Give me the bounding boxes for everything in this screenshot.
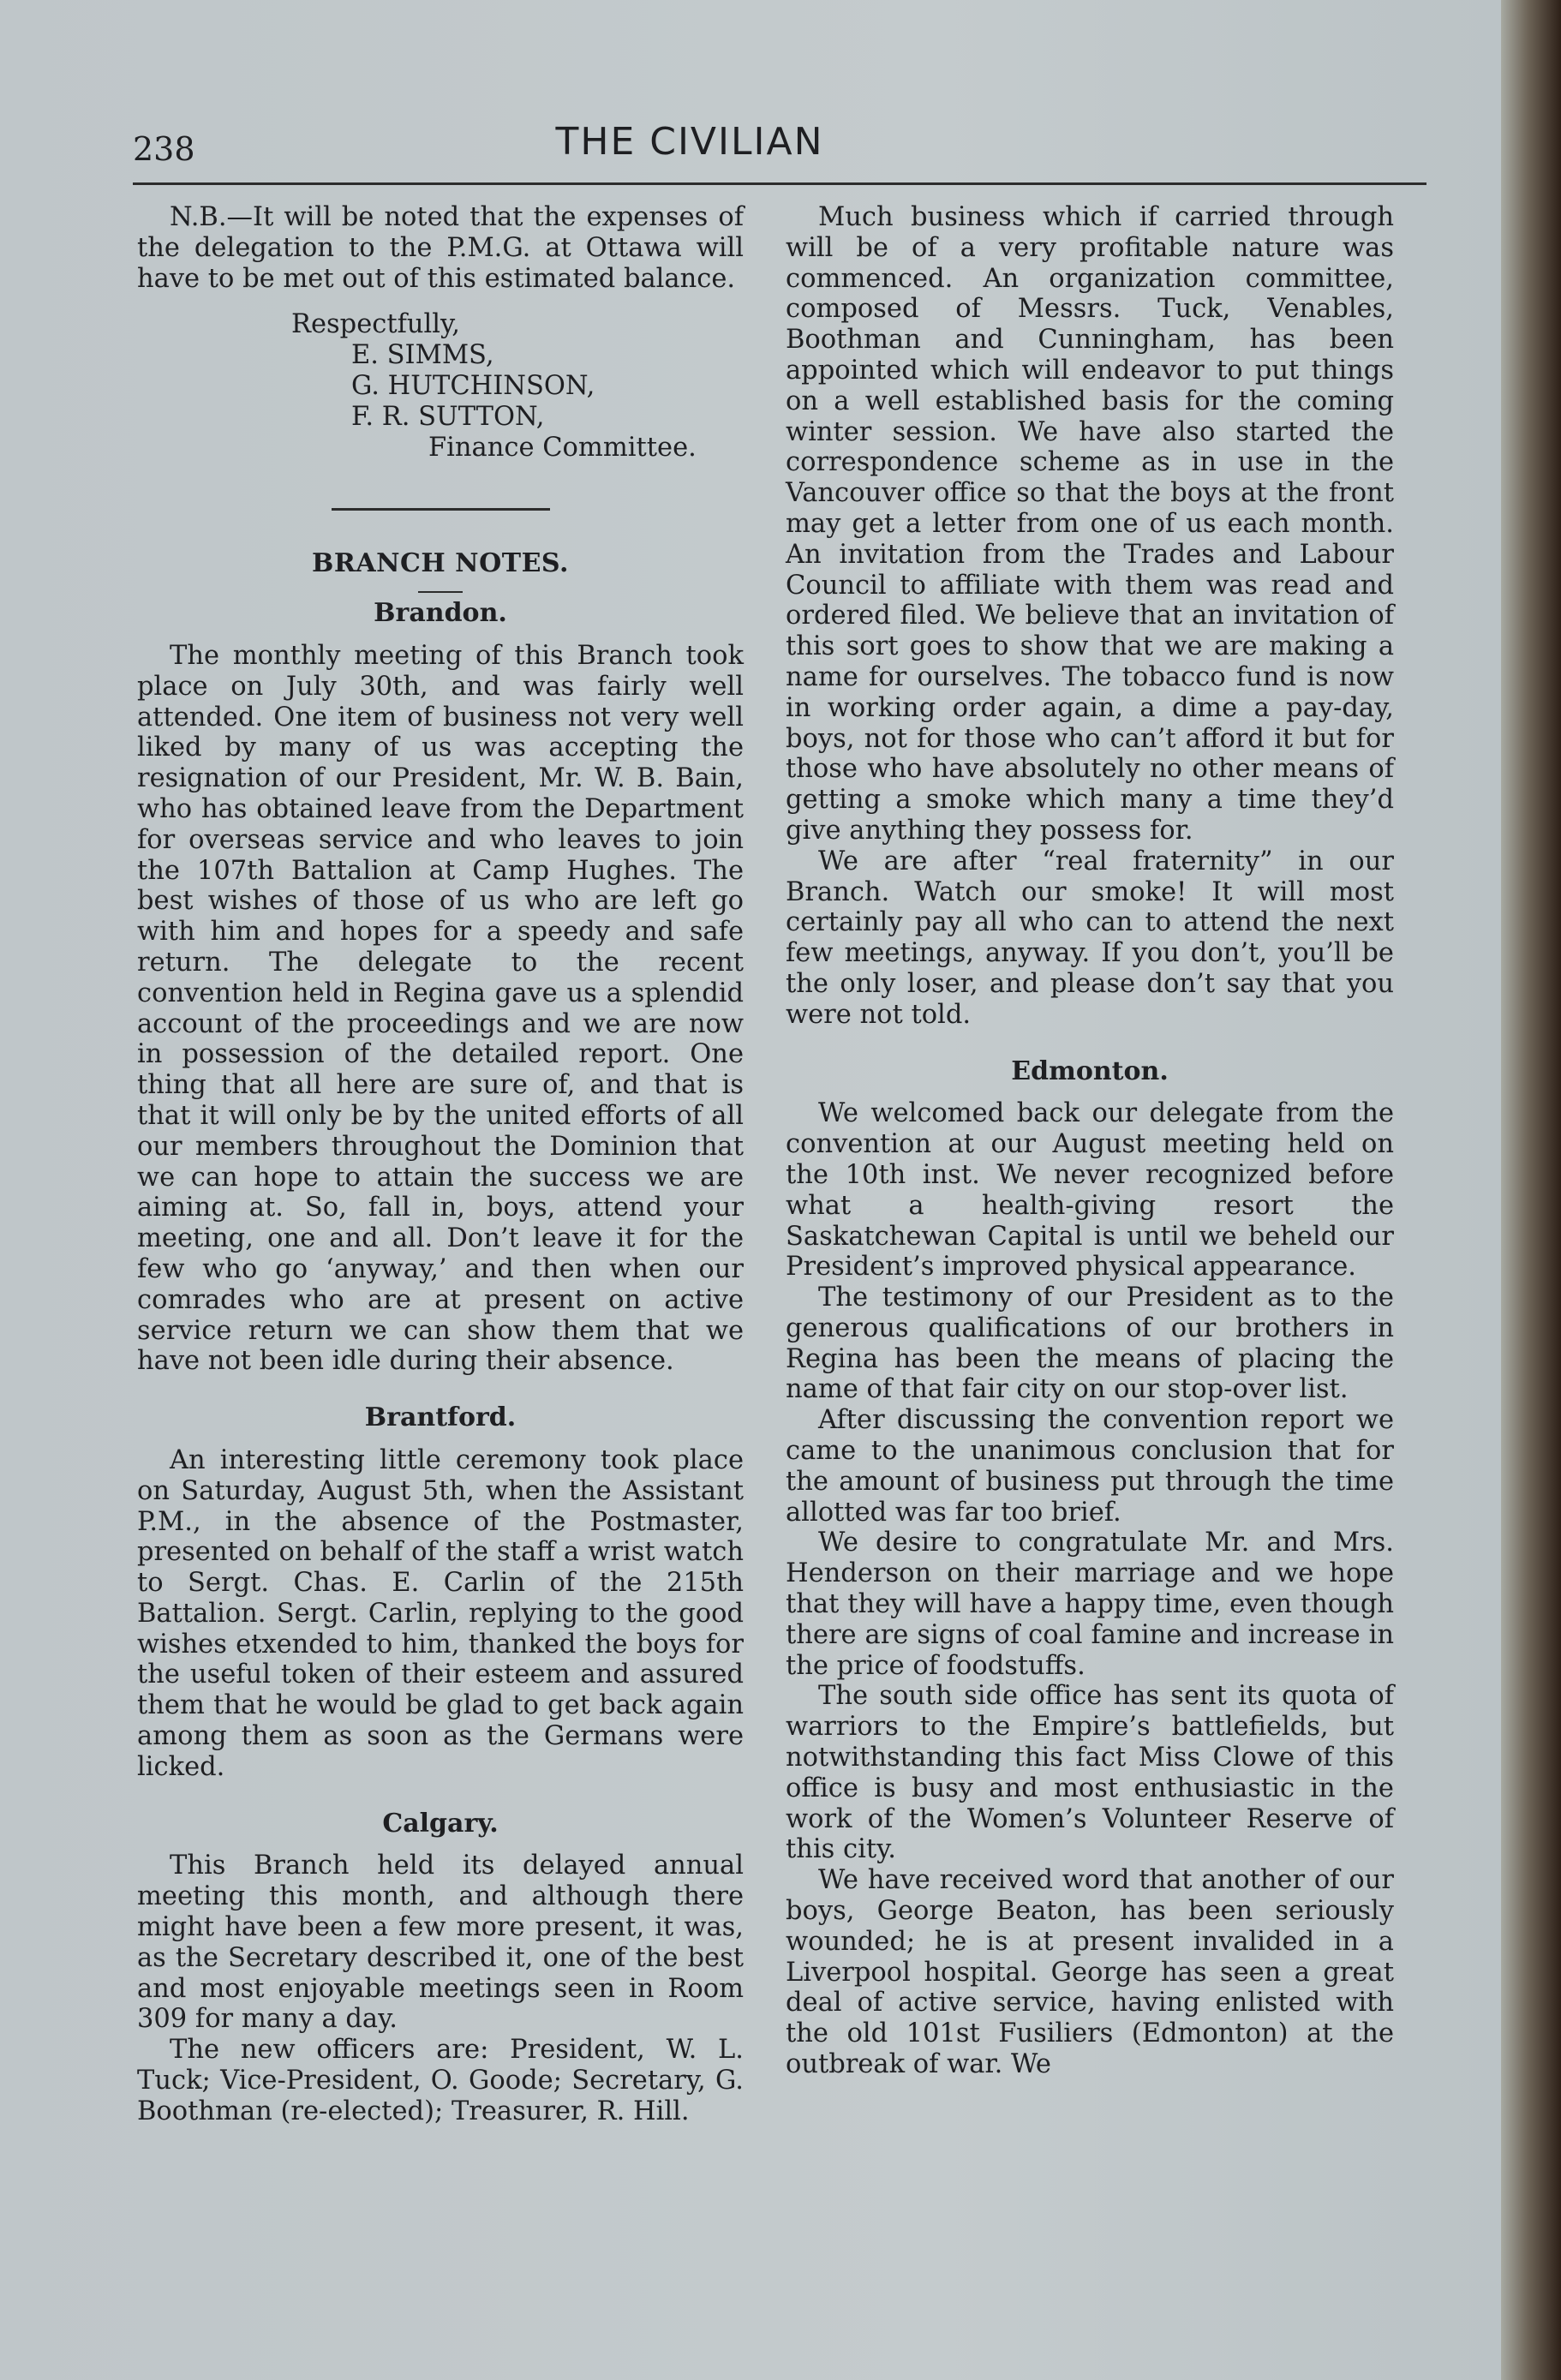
binding-edge — [1501, 0, 1561, 2380]
right-column — [786, 202, 1394, 2080]
brantford-paragraph: An interesting little ceremony took place on Saturday, August 5th, when the Assistant P.M., in the absence of the Postmaster, presented on behalf of the staff a wrist watch to Sergt. Chas. E. Carlin of the 215th Battalion. Sergt. Carlin, replying to the good wishes etxended to him, thanked the boys for the useful token of their esteem and assured them that he would be glad to get back again among them as soon as the Germans were licked. — [137, 1444, 744, 1782]
brandon-paragraph: The monthly meeting of this Branch took place on July 30th, and was fairly well attended. One item of business not very well liked by many of us was accepting the resignation of our President, Mr. W. B. Bain, who has obtained leave from the Department for overseas service and who leaves to join the 107th Battalion at Camp Hughes. The best wishes of those of us who are left go with him and hopes for a speedy and safe return. The delegate to the recent convention held in Regina gave us a splendid account of the proceedings and we are now in possession of the detailed report. One thing that all here are sure of, and that is that it will only be by the united efforts of all our members throughout the Dominion that we can hope to attain the success we are aiming at. So, fall in, boys, attend your meeting, one and all. Don’t leave it for the few who go ‘anyway,’ and then when our comrades who are at present on active service return we can show them that we have not been idle during their absence. — [137, 640, 744, 1377]
signer: F. R. SUTTON, — [351, 402, 545, 433]
branch-heading-edmonton: Edmonton. — [1011, 1055, 1169, 1086]
edmonton-paragraph: We welcomed back our delegate from the convention at our August meeting held on the 10th inst. We never recognized before what a health-giving resort the Saskatchewan Capital is until we beheld our President’s improved physical appearance. — [786, 1098, 1394, 1283]
branch-heading-brantford: Brantford. — [364, 1402, 517, 1433]
closing: Respectfully, — [291, 309, 460, 340]
journal-title: THE CIVILIAN — [555, 120, 824, 164]
header-rule — [133, 182, 1426, 185]
calgary-paragraph: This Branch held its delayed annual meeting this month, and although there might have been a few more present, it was, as the Secretary described it, one of the best and most enjoyable meetings seen in Room 309 for many a day. — [137, 1851, 744, 2035]
edmonton-paragraph: The south side office has sent its quota of warriors to the Empire’s battlefields, but notwithstanding this fact Miss Clowe of this office is busy and most enthusiastic in the work of the Women’s Volunteer Reserve of this city. — [786, 1681, 1394, 1865]
branch-heading-calgary: Calgary. — [382, 1808, 499, 1839]
left-column — [137, 202, 744, 2127]
nb-paragraph: N.B.—It will be noted that the expenses of the delegation to the P.M.G. at Ottawa will have to be met out of this estimated balance. — [137, 202, 744, 294]
branch-heading-brandon: Brandon. — [374, 598, 507, 629]
edmonton-paragraph: The testimony of our President as to the generous qualifications of our brothers in Regina has been the means of placing the name of that fair city on our stop-over list. — [786, 1283, 1394, 1405]
signature-block — [137, 309, 744, 463]
calgary-fraternity-paragraph: We are after “real fraternity” in our Branch. Watch our smoke! It will most certainly pay all who can to attend the next few meetings, anyway. If you don’t, you’ll be the only loser, and please don’t say that you were not told. — [786, 846, 1394, 1030]
calgary-officers-paragraph: The new officers are: President, W. L. Tuck; Vice-President, O. Goode; Secretary, G. Boothman (re-elected); Treasurer, R. Hill. — [137, 2035, 744, 2126]
signer: E. SIMMS, — [351, 340, 494, 371]
edmonton-paragraph: We desire to congratulate Mr. and Mrs. Henderson on their marriage and we hope that they will have a happy time, even though there are signs of coal famine and increase in the price of foodstuffs. — [786, 1528, 1394, 1681]
edmonton-paragraph: After discussing the convention report we came to the unanimous conclusion that for the amount of business put through the time allotted was far too brief. — [786, 1405, 1394, 1528]
section-divider — [332, 508, 550, 511]
committee-name: Finance Committee. — [428, 433, 697, 463]
edmonton-paragraph: We have received word that another of our boys, George Beaton, has been seriously wounded; he is at present invalided in a Liverpool hospital. George has seen a great deal of active service, having enlisted with the old 101st Fusiliers (Edmonton) at the outbreak of war. We — [786, 1865, 1394, 2080]
calgary-business-paragraph: Much business which if carried through will be of a very profitable nature was commenced. An organization committee, composed of Messrs. Tuck, Venables, Boothman and Cunningham, has been appointed which will endeavor to put things on a well established basis for the coming winter session. We have also started the correspondence scheme as in use in the Vancouver office so that the boys at the front may get a letter from one of us each month. An invitation from the Trades and Labour Council to affiliate with them was read and ordered filed. We believe that an invitation of this sort goes to show that we are making a name for ourselves. The tobacco fund is now in working order again, a dime a pay-day, boys, not for those who can’t afford it but for those who have absolutely no other means of getting a smoke which many a time they’d give anything they possess for. — [786, 202, 1394, 846]
page-header — [133, 120, 1247, 180]
small-divider — [418, 591, 463, 593]
section-title: BRANCH NOTES. — [312, 548, 569, 579]
signer: G. HUTCHINSON, — [351, 371, 595, 402]
page-number: 238 — [133, 130, 195, 168]
